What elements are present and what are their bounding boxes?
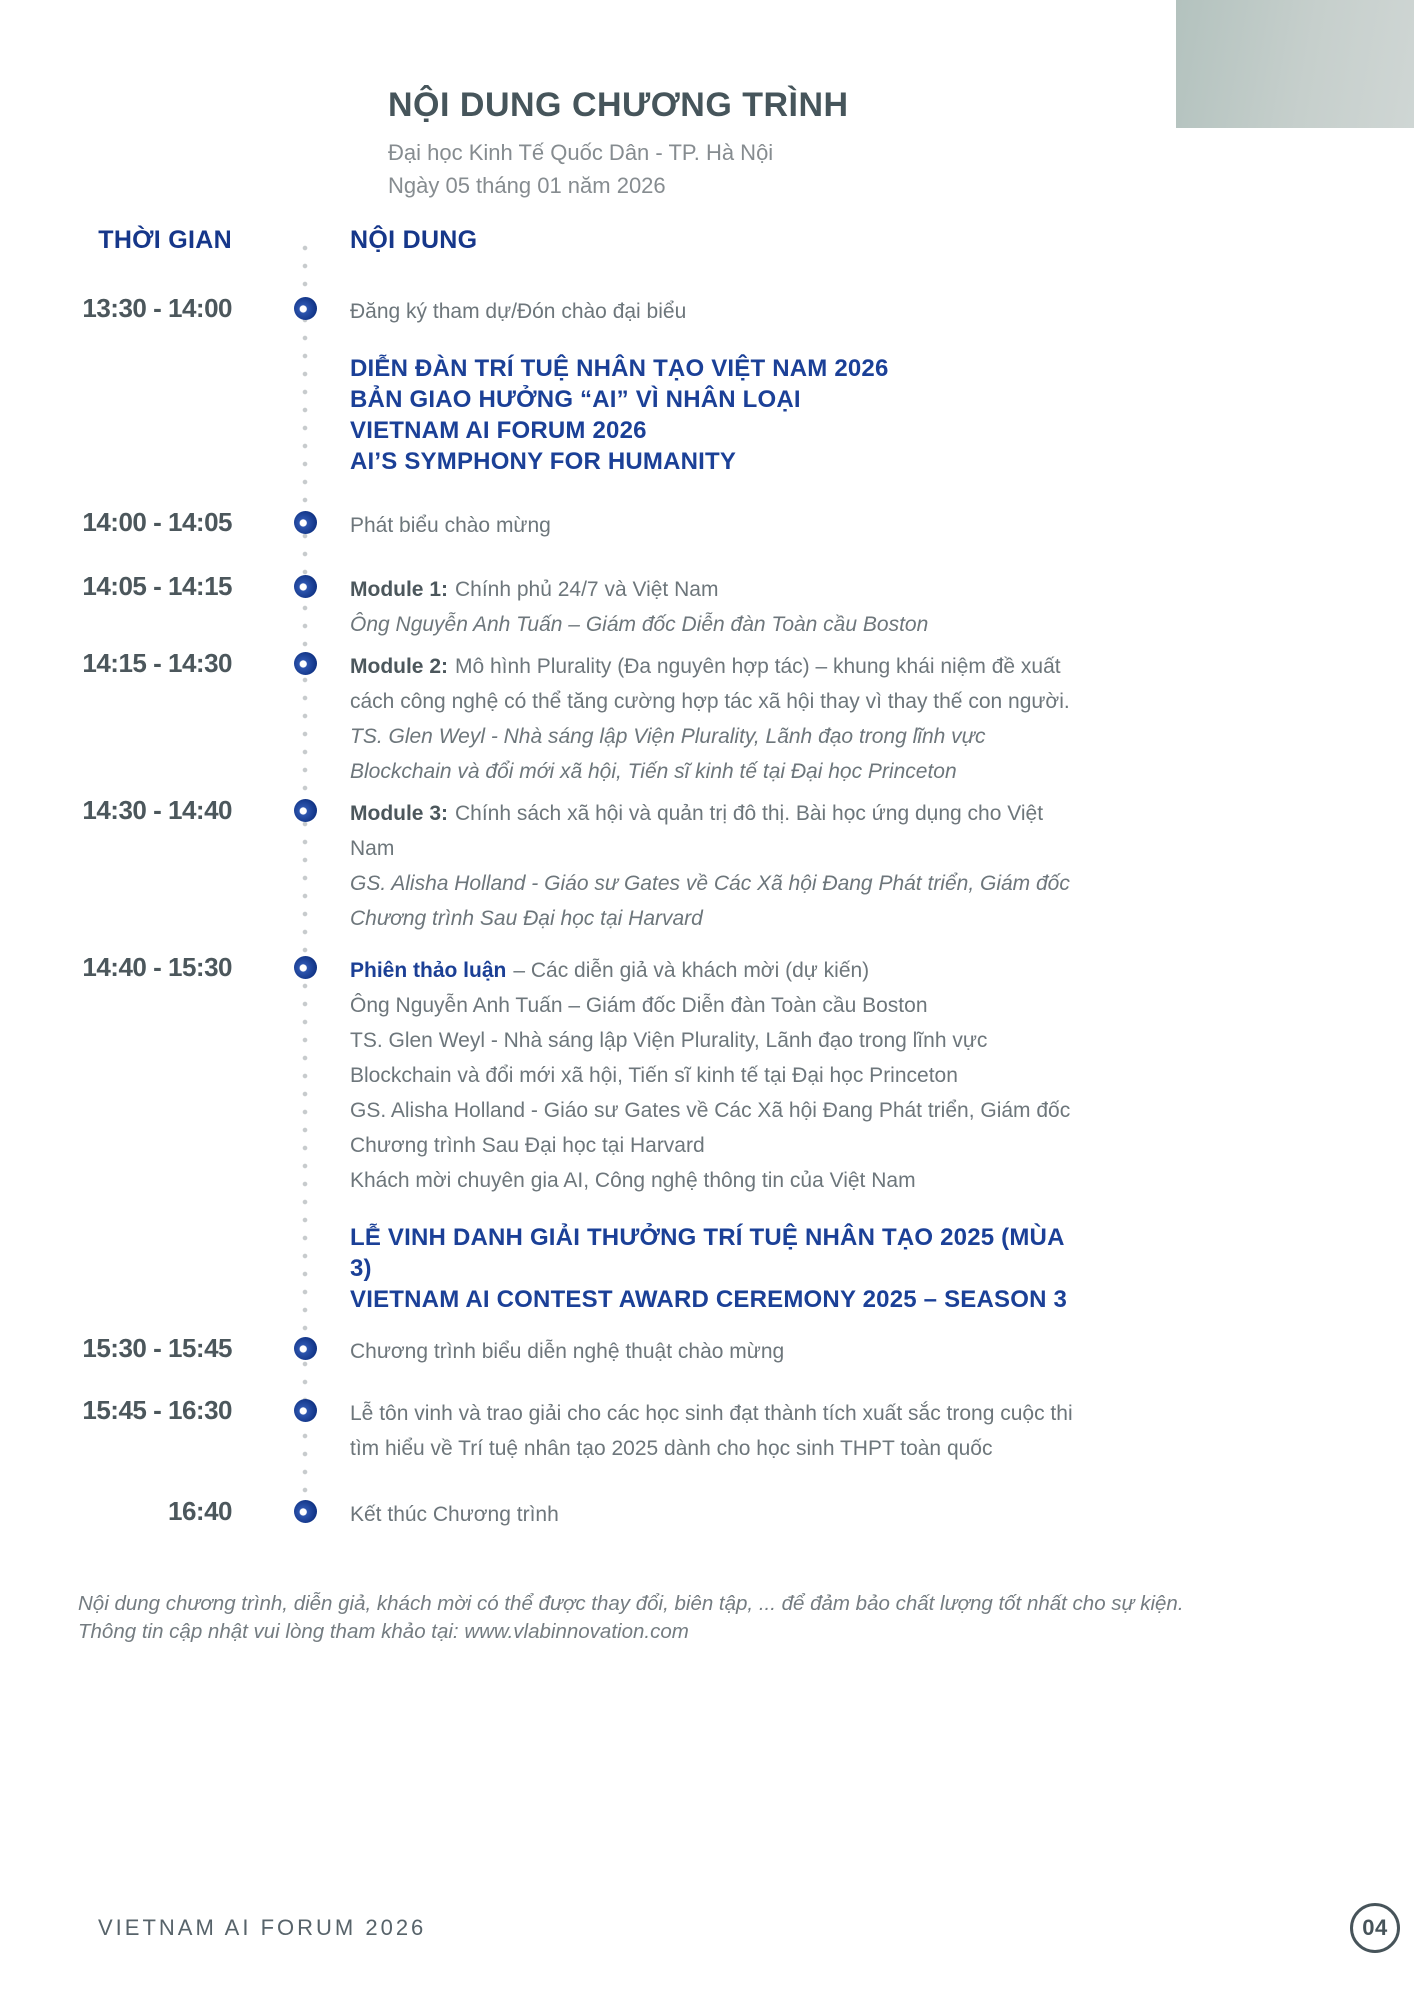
- marker-spacer: [260, 225, 350, 229]
- timeline-dot-marker: [260, 293, 350, 320]
- agenda-time: 14:00 - 14:05: [82, 507, 232, 537]
- marker-spacer: [260, 1222, 350, 1226]
- agenda-row-module-2: [0, 648, 1414, 789]
- timeline-dot-marker: [260, 1395, 350, 1422]
- agenda-text: [350, 795, 1086, 866]
- forum-headline-block: [0, 353, 1414, 477]
- agenda-text: Kết thúc Chương trình: [350, 1503, 559, 1526]
- award-headline-block: [0, 1222, 1414, 1315]
- disclaimer-note: [78, 1590, 1336, 1646]
- bottom-bar: [0, 1898, 1414, 1958]
- speaker-line: TS. Glen Weyl - Nhà sáng lập Viện Plurality, Lãnh đạo trong lĩnh vực Blockchain và đổi mới xã hội, Tiến sĩ kinh tế tại Đại học Princeton: [350, 725, 986, 783]
- forum-headline-line: BẢN GIAO HƯỞNG “AI” VÌ NHÂN LOẠI: [350, 386, 801, 413]
- agenda-row-closing: [0, 1496, 1414, 1532]
- speaker-line: GS. Alisha Holland - Giáo sư Gates về Các Xã hội Đang Phát triển, Giám đốc Chương trình Sau Đại học tại Harvard: [350, 872, 1070, 930]
- agenda-row-module-3: [0, 795, 1414, 936]
- agenda-text: Chương trình biểu diễn nghệ thuật chào mừng: [350, 1340, 785, 1363]
- agenda-text: [350, 648, 1086, 719]
- corner-decoration-rect: [1176, 0, 1414, 128]
- timeline-dot-marker: [260, 952, 350, 979]
- speaker-line: Ông Nguyễn Anh Tuấn – Giám đốc Diễn đàn Toàn cầu Boston: [350, 613, 929, 636]
- page-number-badge: 04: [1350, 1903, 1400, 1953]
- forum-headline-line: VIETNAM AI FORUM 2026: [350, 417, 647, 444]
- marker-spacer: [260, 353, 350, 357]
- panel-participant: Ông Nguyễn Anh Tuấn – Giám đốc Diễn đàn Toàn cầu Boston: [350, 994, 928, 1017]
- timeline-dot: [294, 575, 317, 598]
- timeline-dot: [294, 1399, 317, 1422]
- timeline-dot: [294, 956, 317, 979]
- time-column-header: THỜI GIAN: [98, 226, 232, 254]
- timeline-dot: [294, 297, 317, 320]
- agenda-row-welcome: [0, 507, 1414, 543]
- agenda-time: 13:30 - 14:00: [82, 293, 232, 323]
- agenda-timeline: [0, 225, 1414, 1532]
- timeline-dot-marker: [260, 795, 350, 822]
- module-title: Chính sách xã hội và quản trị đô thị. Bài học ứng dụng cho Việt Nam: [350, 802, 1044, 860]
- column-header-row: [0, 225, 1414, 255]
- module-title: Chính phủ 24/7 và Việt Nam: [455, 578, 719, 601]
- award-headline-line: LỄ VINH DANH GIẢI THƯỞNG TRÍ TUỆ NHÂN TẠO 2025 (MÙA 3): [350, 1224, 1064, 1282]
- agenda-time: 14:15 - 14:30: [82, 648, 232, 678]
- timeline-dot-marker: [260, 1496, 350, 1523]
- timeline-dot-marker: [260, 507, 350, 534]
- timeline-dot: [294, 799, 317, 822]
- page-title: NỘI DUNG CHƯƠNG TRÌNH: [388, 86, 849, 124]
- module-label: Module 2:: [350, 655, 448, 678]
- timeline-dot: [294, 1500, 317, 1523]
- disclaimer-line: Nội dung chương trình, diễn giả, khách mời có thể được thay đổi, biên tập, ... để đảm bảo chất lượng tốt nhất cho sự kiện.: [78, 1592, 1184, 1615]
- module-label: Module 3:: [350, 802, 448, 825]
- agenda-time: 14:05 - 14:15: [82, 571, 232, 601]
- agenda-text: Phát biểu chào mừng: [350, 514, 551, 537]
- agenda-row-award-giving: [0, 1395, 1414, 1466]
- panel-participant: Khách mời chuyên gia AI, Công nghệ thông tin của Việt Nam: [350, 1169, 916, 1192]
- forum-headline-line: DIỄN ĐÀN TRÍ TUỆ NHÂN TẠO VIỆT NAM 2026: [350, 355, 889, 382]
- timeline-dot: [294, 1337, 317, 1360]
- module-label: Module 1:: [350, 578, 448, 601]
- agenda-text: [350, 952, 1086, 988]
- agenda-row-registration: [0, 293, 1414, 329]
- venue-line: Đại học Kinh Tế Quốc Dân - TP. Hà Nội: [388, 140, 774, 165]
- timeline-dot-marker: [260, 648, 350, 675]
- agenda-time: 14:40 - 15:30: [82, 952, 232, 982]
- agenda-text: Lễ tôn vinh và trao giải cho các học sinh đạt thành tích xuất sắc trong cuộc thi tìm hiểu về Trí tuệ nhân tạo 2025 dành cho học sinh THPT toàn quốc: [350, 1402, 1073, 1460]
- forum-headline-line: AI’S SYMPHONY FOR HUMANITY: [350, 448, 737, 475]
- date-line: Ngày 05 tháng 01 năm 2026: [388, 173, 666, 198]
- agenda-text: [350, 571, 1086, 607]
- timeline-dot-marker: [260, 1333, 350, 1360]
- timeline-dot: [294, 652, 317, 675]
- disclaimer-line: Thông tin cập nhật vui lòng tham khảo tại: www.vlabinnovation.com: [78, 1620, 689, 1643]
- agenda-time: 15:45 - 16:30: [82, 1395, 232, 1425]
- agenda-text: Đăng ký tham dự/Đón chào đại biểu: [350, 300, 687, 323]
- module-title: Mô hình Plurality (Đa nguyên hợp tác) – khung khái niệm đề xuất cách công nghệ có thể tăng cường hợp tác xã hội thay vì thay thế con người.: [350, 655, 1070, 713]
- agenda-row-module-1: [0, 571, 1414, 642]
- award-headline-line: VIETNAM AI CONTEST AWARD CEREMONY 2025 – SEASON 3: [350, 1286, 1068, 1313]
- panel-participant: GS. Alisha Holland - Giáo sư Gates về Các Xã hội Đang Phát triển, Giám đốc Chương trình Sau Đại học tại Harvard: [350, 1099, 1071, 1157]
- agenda-time: 16:40: [168, 1496, 232, 1526]
- panel-subtitle: – Các diễn giả và khách mời (dự kiến): [513, 959, 870, 982]
- agenda-time: 15:30 - 15:45: [82, 1333, 232, 1363]
- agenda-row-art-performance: [0, 1333, 1414, 1369]
- panel-participant: TS. Glen Weyl - Nhà sáng lập Viện Plurality, Lãnh đạo trong lĩnh vực Blockchain và đổi mới xã hội, Tiến sĩ kinh tế tại Đại học Princeton: [350, 1029, 988, 1087]
- footer-brand: VIETNAM AI FORUM 2026: [98, 1915, 427, 1940]
- timeline-dot-marker: [260, 571, 350, 598]
- agenda-time: 14:30 - 14:40: [82, 795, 232, 825]
- panel-label: Phiên thảo luận: [350, 959, 507, 982]
- agenda-row-panel: [0, 952, 1414, 1198]
- content-column-header: NỘI DUNG: [350, 226, 478, 254]
- timeline-dot: [294, 511, 317, 534]
